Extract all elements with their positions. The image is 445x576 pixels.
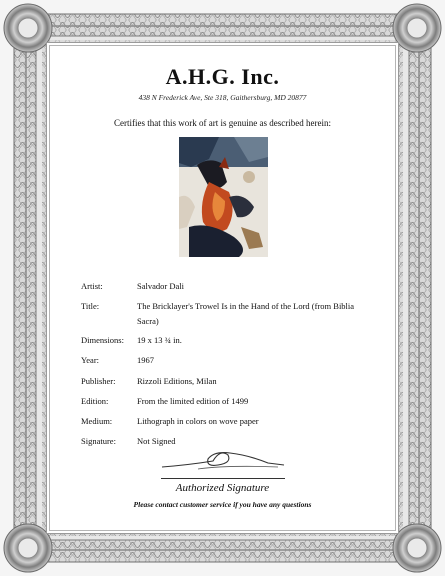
- detail-row-title: [81, 299, 381, 329]
- detail-row-dimensions: [81, 333, 381, 348]
- company-name: A.H.G. Inc.: [165, 64, 280, 89]
- detail-row-medium: [81, 414, 381, 429]
- certification-statement: Certifies that this work of art is genuine as described herein:: [114, 118, 331, 128]
- detail-value: 19 x 13 ¾ in.: [137, 335, 182, 346]
- detail-label: Medium:: [81, 415, 113, 426]
- detail-value: Lithograph in colors on wove paper: [137, 415, 259, 426]
- artwork-image: [179, 137, 268, 257]
- handwritten-signature: [158, 445, 288, 475]
- signature-line: [161, 478, 285, 479]
- detail-value: The Bricklayer's Trowel Is in the Hand of the Lord (from Biblia Sacra): [137, 301, 355, 327]
- detail-row-year: [81, 353, 381, 368]
- detail-label: Edition:: [81, 395, 109, 406]
- detail-row-edition: [81, 394, 381, 409]
- detail-label: Signature:: [81, 436, 116, 447]
- detail-label: Dimensions:: [81, 335, 124, 346]
- detail-label: Title:: [81, 301, 100, 312]
- detail-value: Not Signed: [137, 436, 176, 447]
- detail-value: From the limited edition of 1499: [137, 395, 249, 406]
- detail-value: Salvador Dali: [137, 281, 184, 291]
- detail-row-publisher: [81, 374, 381, 389]
- detail-label: Year:: [81, 355, 100, 366]
- contact-note: Please contact customer service if you have any questions: [133, 500, 312, 509]
- detail-row-artist: [81, 279, 381, 294]
- detail-value: 1967: [137, 355, 154, 366]
- detail-label: Artist:: [81, 281, 103, 291]
- authorized-signature-label: Authorized Signature: [175, 482, 270, 494]
- detail-value: Rizzoli Editions, Milan: [137, 375, 217, 386]
- company-address: 438 N Frederick Ave, Ste 318, Gaithersburg, MD 20877: [138, 93, 307, 102]
- detail-label: Publisher:: [81, 375, 116, 386]
- artwork-details: [81, 279, 381, 454]
